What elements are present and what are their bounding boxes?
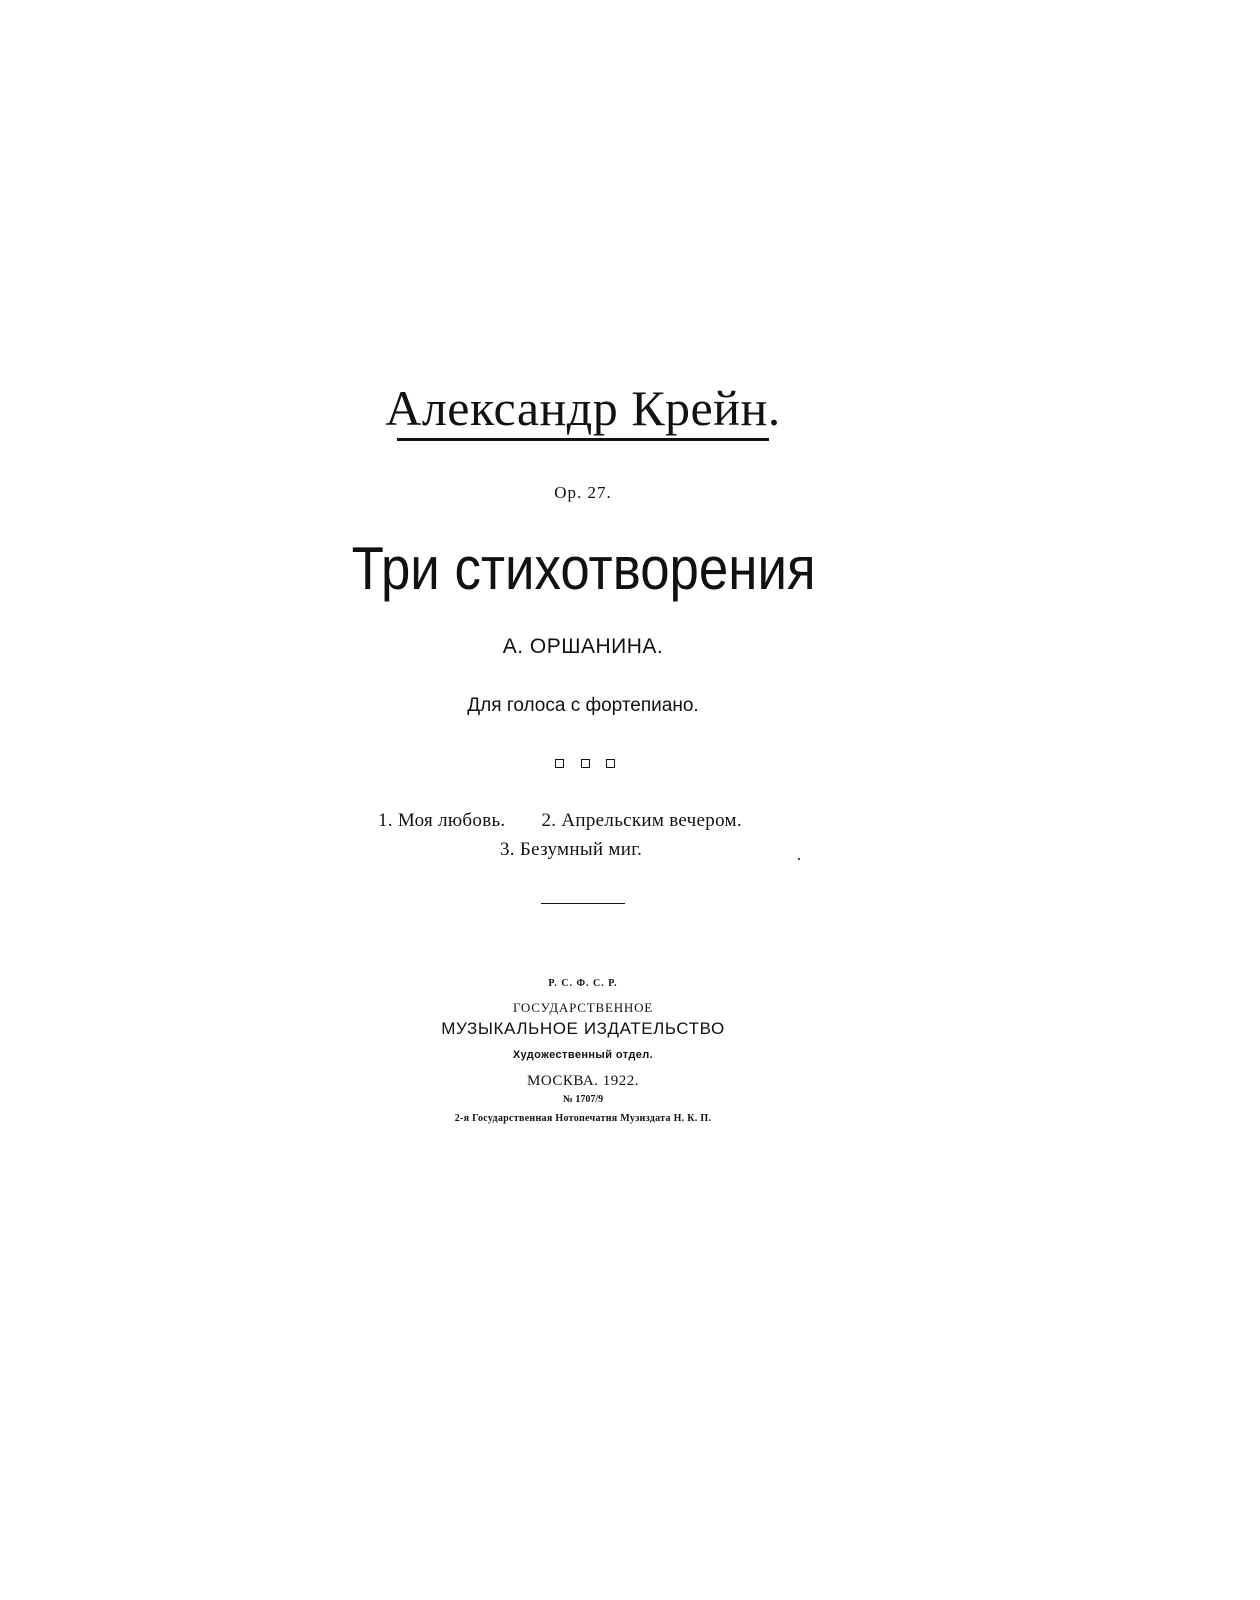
ornament-squares bbox=[555, 757, 615, 771]
square-ornament-icon bbox=[555, 759, 564, 768]
imprint-department: Художественный отдел. bbox=[512, 1049, 654, 1061]
imprint-country: Р. С. Ф. С. Р. bbox=[548, 978, 618, 989]
imprint-plate-number: № 1707/9 bbox=[562, 1094, 604, 1105]
song-title-2: 2. Апрельским вечером. bbox=[541, 810, 742, 831]
imprint-publisher-line-2: МУЗЫКАЛЬНОЕ ИЗДАТЕЛЬСТВО bbox=[441, 1019, 725, 1038]
print-speck bbox=[798, 858, 800, 860]
imprint-city-year: МОСКВА. 1922. bbox=[526, 1073, 639, 1089]
opus-number: Op. 27. bbox=[554, 483, 612, 502]
poet-name: А. ОРШАНИНА. bbox=[502, 635, 664, 658]
imprint-publisher-line-1: ГОСУДАРСТВЕННОЕ bbox=[512, 1000, 654, 1015]
song-title-3: 3. Безумный миг. bbox=[500, 839, 643, 860]
composer-name: Александр Крейн. bbox=[385, 380, 781, 436]
song-list-line-1 bbox=[378, 808, 742, 834]
square-ornament-icon bbox=[581, 759, 590, 768]
imprint-printer: 2-я Государственная Нотопечатня Музиздата Н. К. П. bbox=[454, 1113, 712, 1124]
square-ornament-icon bbox=[606, 759, 615, 768]
song-title-1: 1. Моя любовь. bbox=[378, 810, 506, 831]
song-list-line-2 bbox=[500, 837, 642, 863]
instrumentation: Для голоса с фортепиано. bbox=[467, 695, 699, 716]
divider-rule bbox=[541, 903, 625, 904]
composer-underline bbox=[397, 438, 769, 441]
work-title: Три стихотворения bbox=[351, 535, 816, 602]
